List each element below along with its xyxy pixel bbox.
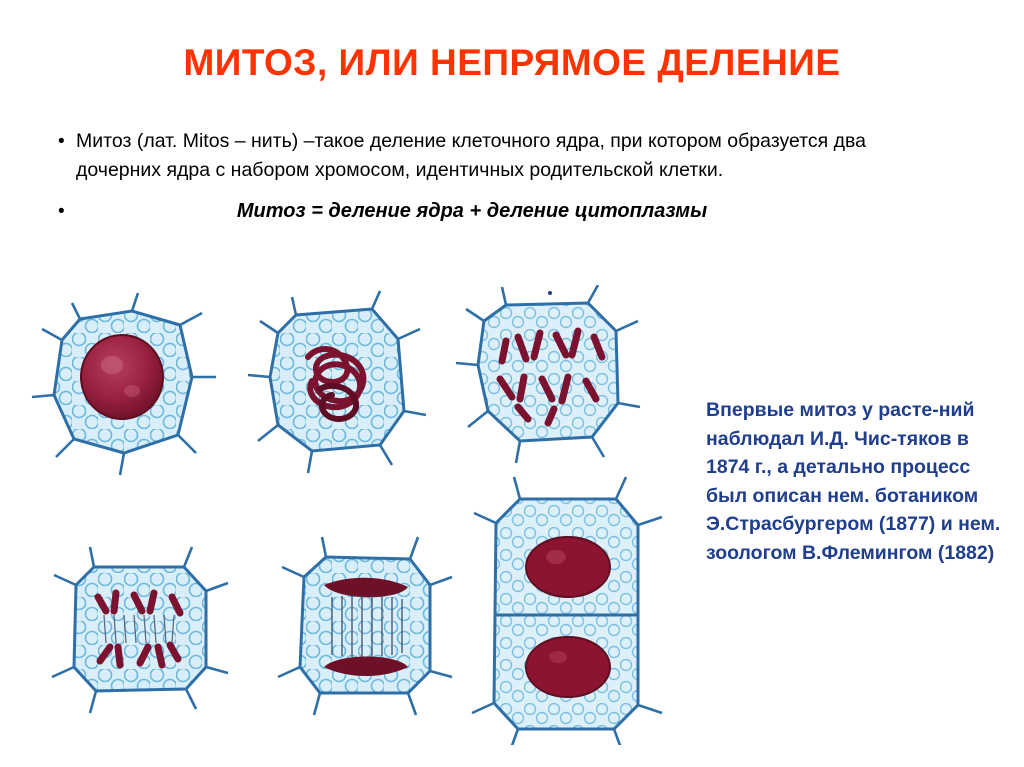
bullet-marker: • [58, 201, 65, 222]
list-item [48, 127, 928, 185]
daughter-cells [472, 477, 662, 745]
mitosis-illustration [20, 285, 710, 745]
page-title: МИТОЗ, ИЛИ НЕПРЯМОЕ ДЕЛЕНИЕ [183, 42, 841, 83]
bullet-list [48, 127, 928, 232]
metaphase-cell [456, 285, 640, 463]
bullet-marker: • [58, 131, 65, 152]
prophase-cell [248, 291, 426, 473]
side-note-text: Впервые митоз у расте-ний наблюдал И.Д. Чис-тяков в 1874 г., а детально процесс был описан нем. ботаником Э.Страсбургером (1877) и нем. зоологом В.Флемингом (1882) [706, 399, 1001, 564]
interphase-cell [32, 293, 216, 475]
bullet-text: Митоз = деление ядра + деление цитоплазмы [236, 200, 708, 222]
anaphase-cell [52, 547, 228, 713]
telophase-cell [278, 537, 452, 715]
bullet-text: Митоз (лат. Mitos – нить) –такое деление клеточного ядра, при котором образуется два дочерних ядра с набором хромосом, идентичных родительской клетки. [76, 130, 866, 181]
list-item [48, 197, 928, 226]
